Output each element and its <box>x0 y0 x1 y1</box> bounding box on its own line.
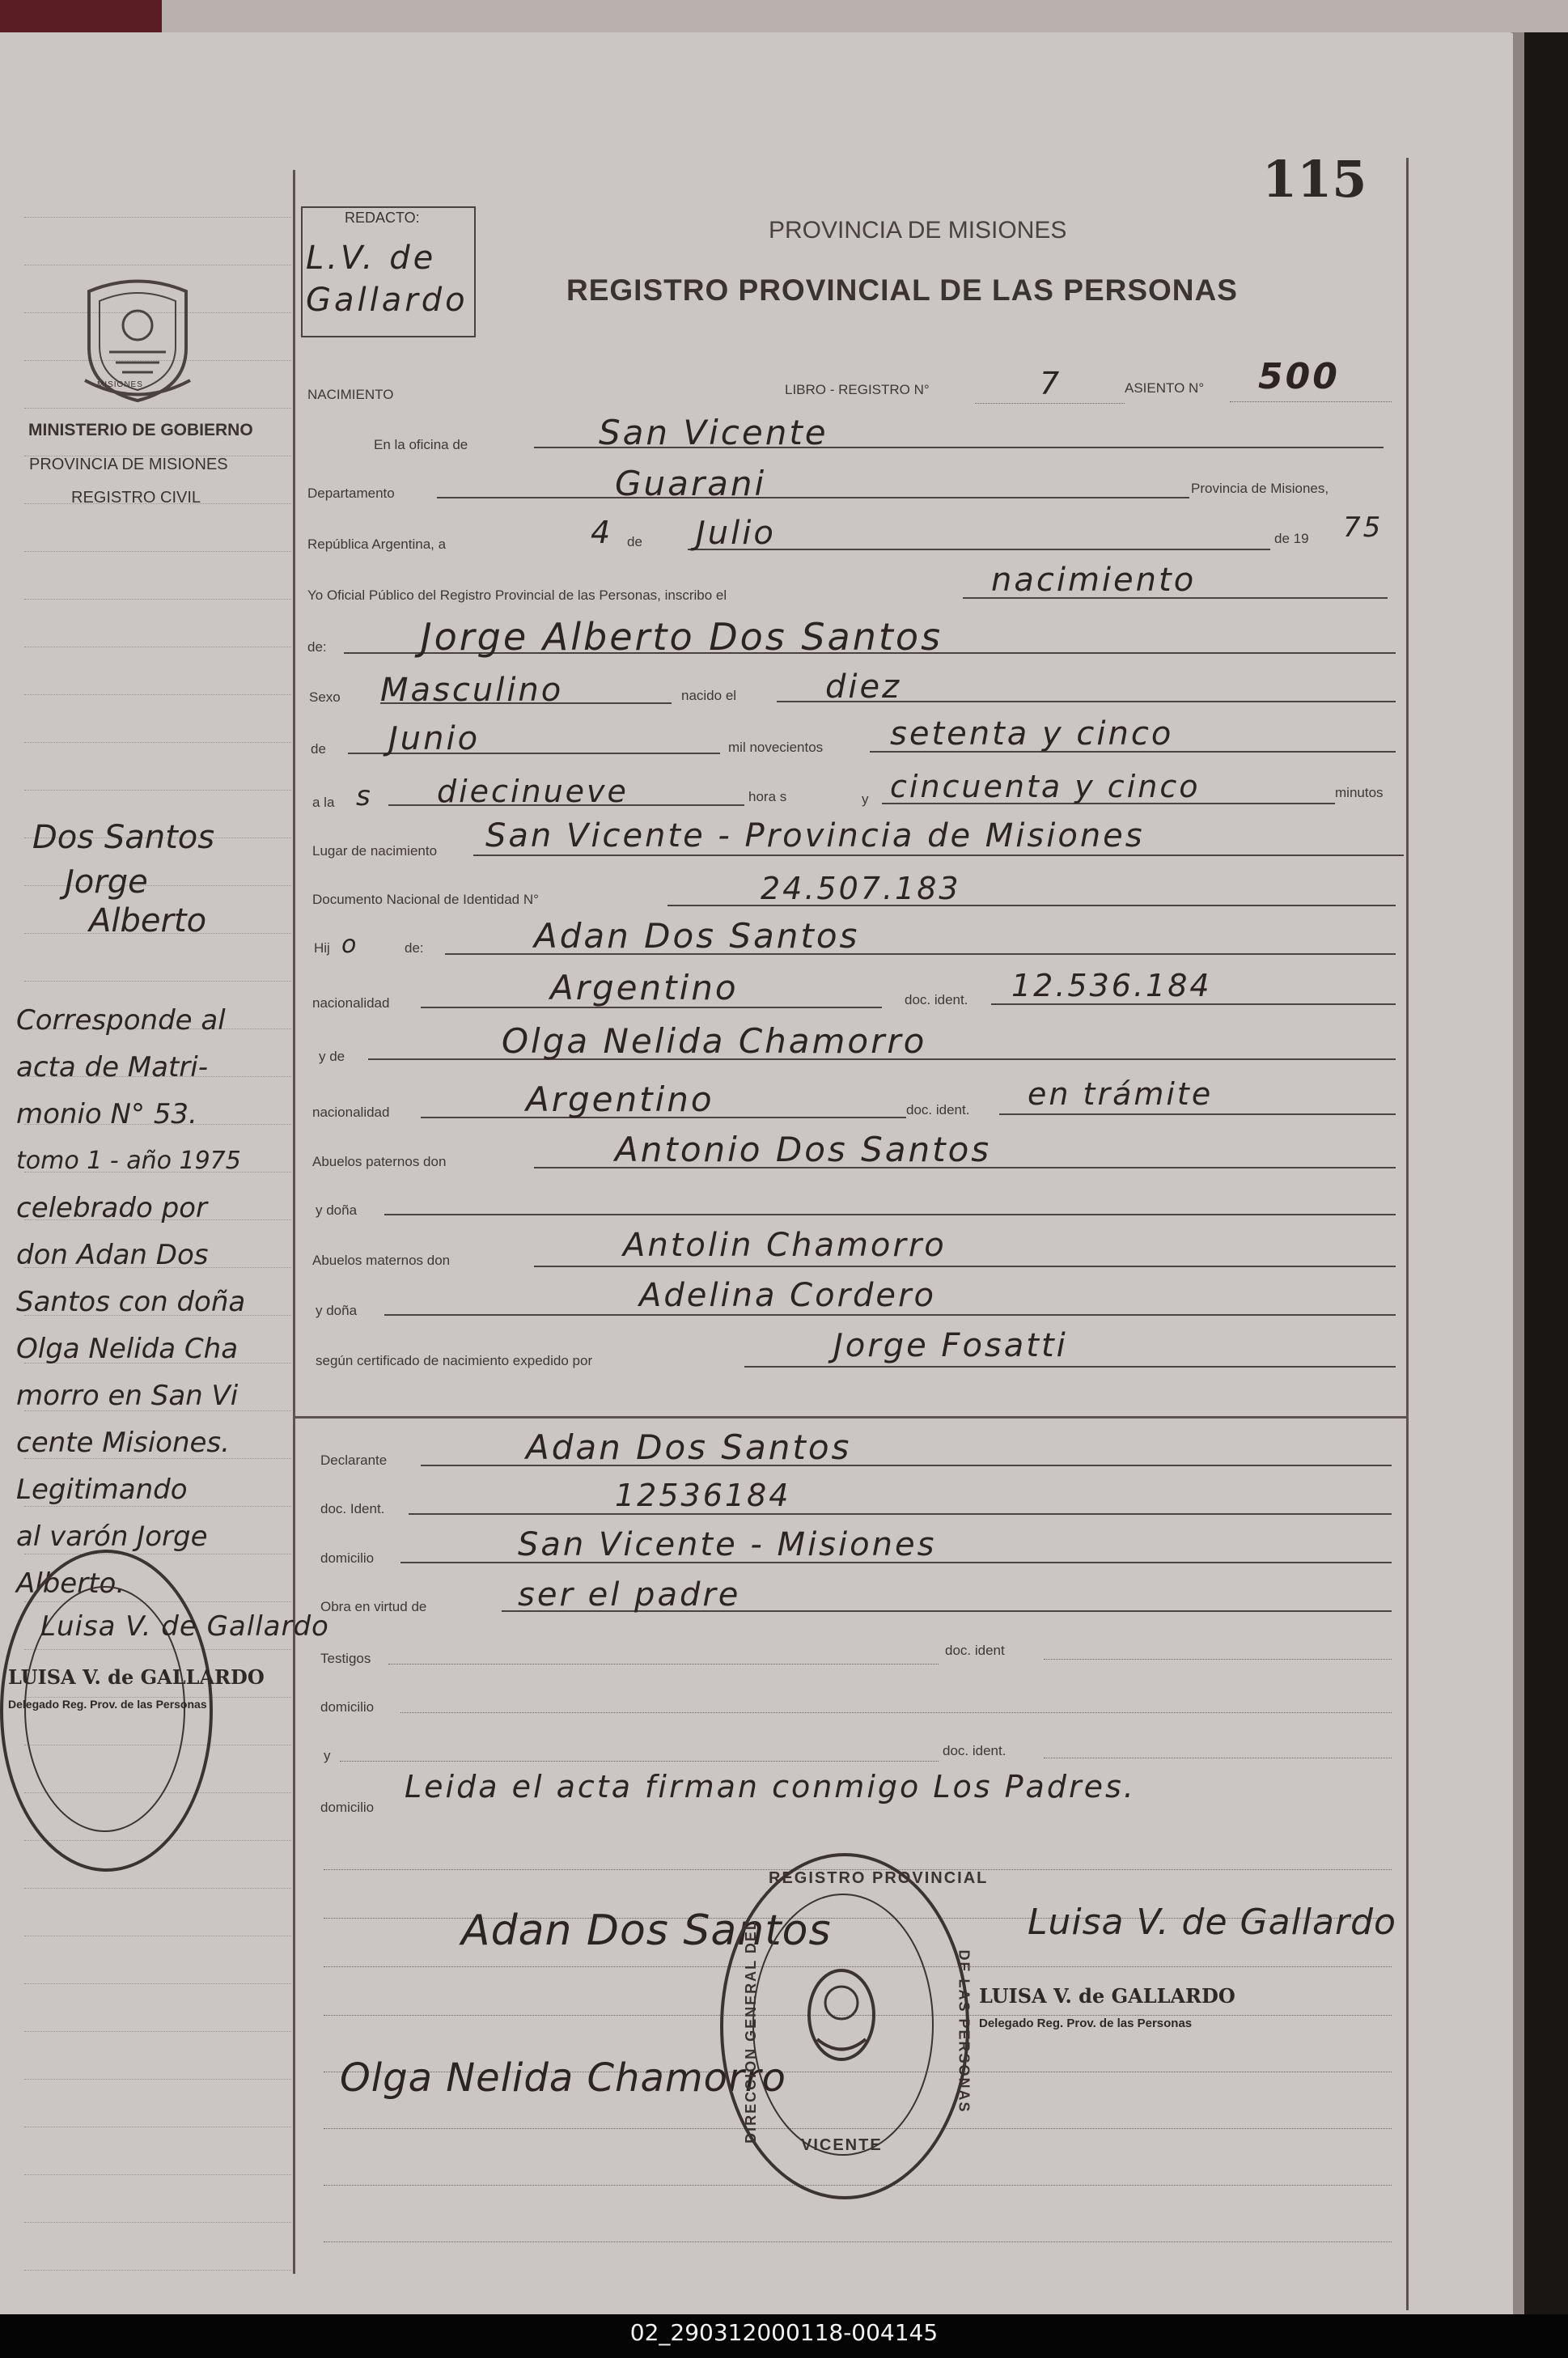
margin-note-line4: tomo 1 - año 1975 <box>16 1147 241 1175</box>
province-heading: PROVINCIA DE MISIONES <box>769 217 1067 244</box>
redacto-box <box>301 206 476 337</box>
margin-note-line2: acta de Matri- <box>16 1051 209 1084</box>
page-edge <box>1513 32 1524 2314</box>
alas-prefix: s <box>356 780 373 812</box>
signature-official: Luisa V. de Gallardo <box>1028 1902 1396 1943</box>
margin-note-line9: morro en San Vi <box>16 1380 239 1412</box>
oficina-value: San Vicente <box>599 413 828 452</box>
crest-text: MISIONES <box>97 380 143 389</box>
segun-label: según certificado de nacimiento expedido por <box>316 1353 593 1368</box>
margin-note-line8: Olga Nelida Cha <box>16 1333 239 1365</box>
mes-value: Julio <box>696 515 776 552</box>
mil-label: mil novecientos <box>728 740 824 755</box>
anio-nac-value: setenta y cinco <box>890 715 1174 753</box>
margin-note-line6: don Adan Dos <box>16 1239 209 1271</box>
doc-ident-madre-label: doc. ident. <box>906 1102 970 1118</box>
padre-value: Adan Dos Santos <box>534 916 860 956</box>
y2-label: y <box>324 1748 331 1763</box>
abuela-pat-line <box>384 1214 1396 1215</box>
margin-name-line1: Dos Santos <box>32 819 215 856</box>
abuelo-mat-line <box>534 1266 1396 1267</box>
ministry-title: MINISTERIO DE GOBIERNO <box>28 421 253 439</box>
horas-label: hora s <box>748 789 787 804</box>
doc-padre-value: 12.536.184 <box>1011 968 1212 1003</box>
declarante-label: Declarante <box>320 1453 388 1468</box>
hijo-label: Hij <box>314 940 330 956</box>
segun-value: Jorge Fosatti <box>833 1327 1068 1364</box>
margin-note-line12: al varón Jorge <box>16 1520 208 1553</box>
dni-label: Documento Nacional de Identidad N° <box>312 892 539 907</box>
doc-declarante-value: 12536184 <box>615 1478 791 1513</box>
lugar-label: Lugar de nacimiento <box>312 843 438 859</box>
hora-value: diecinueve <box>437 774 629 809</box>
margin-name-line2: Jorge <box>65 863 148 901</box>
abuela-mat-line <box>384 1314 1396 1316</box>
departamento-label: Departamento <box>307 486 395 501</box>
margin-note-line7: Santos con doña <box>16 1286 246 1318</box>
frame-left-line <box>293 170 295 2274</box>
doc-ident-padre-label: doc. ident. <box>905 992 968 1007</box>
margin-note-line13: Alberto. <box>16 1567 125 1600</box>
obra-value: ser el padre <box>518 1576 741 1614</box>
oficial-value: nacimiento <box>991 562 1197 599</box>
hijo-suffix: o <box>341 931 359 959</box>
abuela-mat-value: Adelina Cordero <box>639 1277 936 1314</box>
domicilio2-label: domicilio <box>320 1699 375 1715</box>
lugar-line <box>473 855 1404 856</box>
nombre-value: Jorge Alberto Dos Santos <box>421 615 943 659</box>
de2-label: de: <box>307 639 327 655</box>
sexo-value: Masculino <box>380 672 564 709</box>
stamp-text-right: DE LAS PERSONAS <box>956 1949 973 2114</box>
yde-label: y de <box>319 1049 345 1064</box>
nacimiento-label: NACIMIENTO <box>307 387 394 402</box>
doc-ident4-label: doc. ident. <box>943 1743 1006 1758</box>
lion-emblem-icon <box>797 1958 886 2072</box>
page-number: 115 <box>1262 150 1367 209</box>
registry-title: REGISTRO PROVINCIAL DE LAS PERSONAS <box>566 274 1238 307</box>
stamp-text-left: DIRECCION GENERAL DEL <box>742 1919 759 2144</box>
section-divider <box>295 1416 1406 1419</box>
asiento-dots <box>1230 401 1392 402</box>
redacto-value: L.V. de Gallardo <box>306 240 468 319</box>
domicilio-label: domicilio <box>320 1550 375 1566</box>
de3-label: de <box>311 741 326 757</box>
segun-line <box>744 1366 1396 1368</box>
oficial-label: Yo Oficial Público del Registro Provincial de las Personas, inscribo el <box>307 587 727 603</box>
testigos-dots <box>388 1664 939 1665</box>
nacionalidad-madre-label: nacionalidad <box>312 1105 390 1120</box>
lugar-value: San Vicente - Provincia de Misiones <box>485 817 1145 855</box>
domicilio3-value: Leida el acta firman conmigo Los Padres. <box>405 1769 1136 1805</box>
dia-value: 4 <box>591 515 613 550</box>
doc-padre-line <box>991 1003 1396 1005</box>
nacido-label: nacido el <box>681 688 737 703</box>
margin-stamp-title: Delegado Reg. Prov. de las Personas <box>8 1698 207 1711</box>
nac-padre-value: Argentino <box>550 968 739 1007</box>
margin-note-line10: cente Misiones. <box>16 1427 230 1459</box>
anio-label: de 19 <box>1274 531 1309 546</box>
margin-stamp-signature: Luisa V. de Gallardo <box>40 1610 329 1643</box>
libro-value: 7 <box>1040 366 1062 401</box>
doc-ident2-label: doc. Ident. <box>320 1501 385 1516</box>
ministry-registry: REGISTRO CIVIL <box>71 489 201 507</box>
republica-label: República Argentina, a <box>307 536 447 552</box>
departamento-line <box>437 497 1189 498</box>
nacido-value: diez <box>825 668 902 706</box>
mes-nac-value: Junio <box>388 720 481 757</box>
asiento-value: 500 <box>1258 356 1340 397</box>
libro-label: LIBRO - REGISTRO N° <box>785 382 930 397</box>
margin-name-line3: Alberto <box>89 902 207 939</box>
provincia-label: Provincia de Misiones, <box>1191 481 1329 496</box>
image-id-caption: 02_290312000118-004145 <box>629 2319 939 2346</box>
dni-value: 24.507.183 <box>761 871 961 906</box>
obra-label: Obra en virtud de <box>320 1599 427 1614</box>
ydona-mat-label: y doña <box>316 1303 358 1318</box>
sexo-label: Sexo <box>309 689 341 705</box>
nacionalidad-padre-label: nacionalidad <box>312 995 390 1011</box>
doc-madre-line <box>999 1113 1396 1115</box>
domicilio2-dots <box>400 1712 1392 1713</box>
redacto-label: REDACTO: <box>345 210 420 226</box>
doc-declarante-line <box>409 1513 1392 1515</box>
hijo-de-label: de: <box>405 940 424 956</box>
signature-mother: Olga Nelida Chamorro <box>340 2055 786 2101</box>
stamp-text-bottom: VICENTE <box>801 2136 883 2154</box>
ministry-province: PROVINCIA DE MISIONES <box>29 456 228 473</box>
domicilio-value: San Vicente - Misiones <box>518 1526 937 1563</box>
official-title: Delegado Reg. Prov. de las Personas <box>979 2017 1193 2030</box>
madre-value: Olga Nelida Chamorro <box>502 1021 927 1061</box>
doc-ident3-label: doc. ident <box>945 1643 1005 1658</box>
y-label: y <box>862 791 869 807</box>
libro-dots <box>975 403 1125 404</box>
abuelo-mat-value: Antolin Chamorro <box>623 1227 947 1264</box>
departamento-value: Guarani <box>615 464 767 503</box>
margin-note-line1: Corresponde al <box>16 1004 226 1037</box>
minutos-label: minutos <box>1335 785 1384 800</box>
abuelos-pat-label: Abuelos paternos don <box>312 1154 447 1169</box>
asiento-label: ASIENTO N° <box>1125 380 1205 396</box>
alas-label: a la <box>312 795 335 810</box>
abuelos-mat-label: Abuelos maternos don <box>312 1253 451 1268</box>
declarante-value: Adan Dos Santos <box>526 1427 852 1467</box>
signature-father: Adan Dos Santos <box>461 1906 832 1955</box>
anio-value: 75 <box>1343 511 1384 544</box>
margin-note-line11: Legitimando <box>16 1474 188 1506</box>
ydona-pat-label: y doña <box>316 1202 358 1218</box>
book-cover <box>0 0 162 32</box>
domicilio3-label: domicilio <box>320 1800 375 1815</box>
testigo2-dots <box>340 1761 939 1762</box>
doc-madre-value: en trámite <box>1028 1076 1214 1112</box>
minutos-value: cincuenta y cinco <box>890 769 1201 804</box>
de-label: de <box>627 534 642 549</box>
margin-note-line5: celebrado por <box>16 1192 207 1224</box>
sig-dots-8 <box>324 2241 1392 2242</box>
margin-note-line3: monio N° 53. <box>16 1098 197 1130</box>
abuelo-pat-value: Antonio Dos Santos <box>615 1130 992 1169</box>
top-strip <box>0 0 1568 32</box>
testigos-label: Testigos <box>320 1651 371 1666</box>
doc-ident3-dots <box>1044 1659 1392 1660</box>
stamp-text-top: REGISTRO PROVINCIAL <box>769 1869 989 1887</box>
oficina-label: En la oficina de <box>374 437 468 452</box>
margin-stamp-name: LUISA V. de GALLARDO <box>8 1665 265 1689</box>
official-name: LUISA V. de GALLARDO <box>979 1984 1235 2008</box>
frame-right-line <box>1406 158 1409 2310</box>
nac-madre-value: Argentino <box>526 1079 714 1119</box>
